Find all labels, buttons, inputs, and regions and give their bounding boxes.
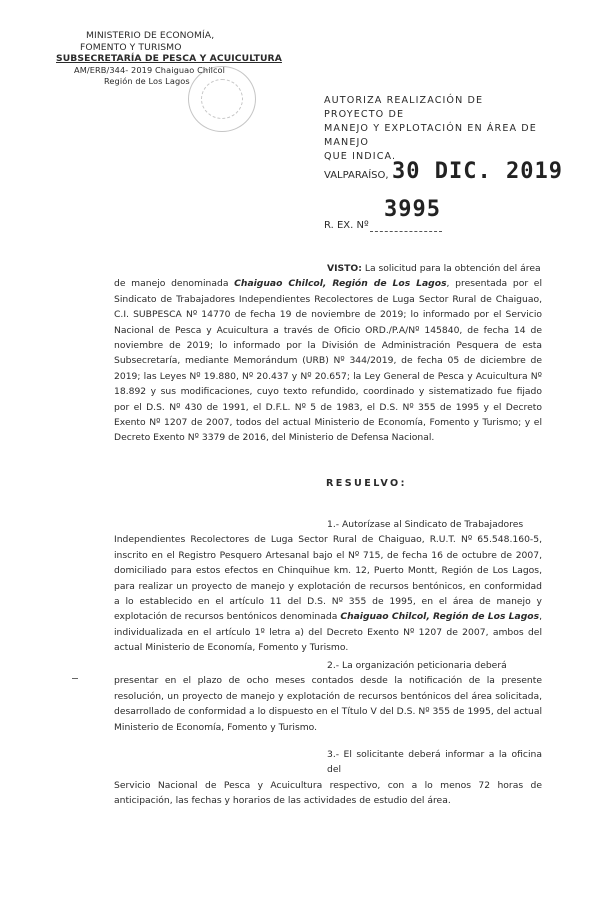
place-label: VALPARAÍSO,: [324, 170, 389, 181]
resolution-number-line: [370, 231, 442, 232]
visto-text-rest: Trabajadores Independientes Recolectores de Luga Sector Rural de Chaiguao, C.I. SUBPESCA Nº 14770 de fecha 19 de noviembre de 2019; lo informado por el Servicio Nacional de Pesca y Acuicultura a través de Oficio ORD./P.A/Nº 145840, de fecha 14 de noviembre de 2019; lo informado por la División de Administración Pesquera de esta Subsecretaría, mediante Memorándum (URB) Nº 344/2019, de fecha 05 de diciembre de 2019; las Leyes Nº 19.880, Nº 20.437 y Nº 20.657; la Ley General de Pesca y Acuicultura Nº 18.892 y sus modificaciones, cuyo texto refundido, coordinado y sistematizado fue fijado por el D.S. Nº 430 de 1991, el D.F.L. Nº 5 de 1983, el D.S. Nº 355 de 1995 y el Decreto Exento Nº 1207 de 2007, todos del actual Ministerio de Economía, Fomento y Turismo; y el Decreto Exento Nº 3379 de 2016, del Ministerio de Defensa Nacional.: [114, 293, 543, 444]
title-line-1: AUTORIZA REALIZACIÓN DE PROYECTO DE: [324, 95, 484, 120]
official-seal: [188, 66, 256, 132]
title-line-2: MANEJO Y EXPLOTACIÓN EN ÁREA DE MANEJO: [324, 123, 537, 148]
article-1-body: Independientes Recolectores de Luga Sector Rural de Chaiguao, R.U.T. Nº 65.548.160-5, inscrito en el Registro Pesquero Artesanal bajo el Nº 715, de fecha 16 de octubre de 2007, domiciliado para estos efectos en Chinquihue km. 12, Puerto Montt, Región de Los Lagos, para realizar un proyecto de manejo y explotación de recursos bentónicos, en conformidad a lo establecido en el artículo 11 del D.S. Nº 355 de 1995, en el área de manejo y explotación de recursos bentónicos denominada: [114, 534, 542, 623]
article-1-area-name: Chaiguao Chilcol, Región de Los Lagos: [340, 611, 540, 623]
title-line-3: QUE INDICA.: [324, 151, 397, 162]
ministry-subtitle: FOMENTO Y TURISMO: [80, 41, 182, 53]
article-1: [114, 517, 542, 656]
article-1-body-end: , individualizada en el artículo 1º letra a) del Decreto Exento Nº 1207 de 2007, ambos del actual Ministerio de Economía, Fomento y Turismo.: [114, 611, 542, 654]
resuelvo-heading: RESUELVO:: [326, 478, 407, 489]
article-1-lead: 1.- Autorízase al Sindicato de Trabajadores: [327, 519, 524, 530]
article-2-body: presentar en el plazo de ocho meses contados desde la notificación de la presente resolución, un proyecto de manejo y explotación de recursos bentónicos del área solicitada, desarrollado de conformidad a lo dispuesto en el Título V del D.S. Nº 355 de 1995, del actual Ministerio de Economía, Fomento y Turismo.: [114, 675, 542, 733]
subsecretaria-name: SUBSECRETARÍA DE PESCA Y ACUICULTURA: [56, 53, 282, 64]
resolution-title: [324, 94, 544, 164]
article-3-body: Servicio Nacional de Pesca y Acuicultura respectivo, con a lo menos 72 horas de anticipación, las fechas y horarios de las actividades de estudio del área.: [114, 779, 542, 807]
region-reference: Región de Los Lagos: [104, 76, 190, 86]
visto-area-name: Chaiguao Chilcol, Región de Los Lagos: [234, 278, 447, 290]
article-2: [114, 658, 542, 735]
visto-text-lead: de manejo denominada: [114, 278, 229, 290]
article-3: [114, 747, 542, 809]
margin-mark: [72, 678, 78, 679]
visto-label: VISTO:: [327, 263, 362, 274]
visto-paragraph: [114, 261, 542, 446]
article-3-lead: 3.- El solicitante deberá informar a la oficina del: [327, 749, 542, 776]
visto-text-start: La solicitud para la obtención del área: [364, 263, 541, 274]
article-2-lead: 2.- La organización peticionaria deberá: [327, 660, 507, 671]
resolution-date: 30 DIC. 2019: [392, 159, 563, 184]
ministry-name: MINISTERIO DE ECONOMÍA,: [86, 30, 215, 41]
resolution-number: 3995: [384, 197, 441, 222]
resolution-number-label: R. EX. Nº: [324, 220, 369, 231]
official-seal-inner: [201, 79, 243, 119]
visto-text-mid: , presentada por el Sindicato de: [114, 278, 543, 305]
file-reference: AM/ERB/344- 2019 Chaiguao Chilcol: [74, 64, 226, 75]
